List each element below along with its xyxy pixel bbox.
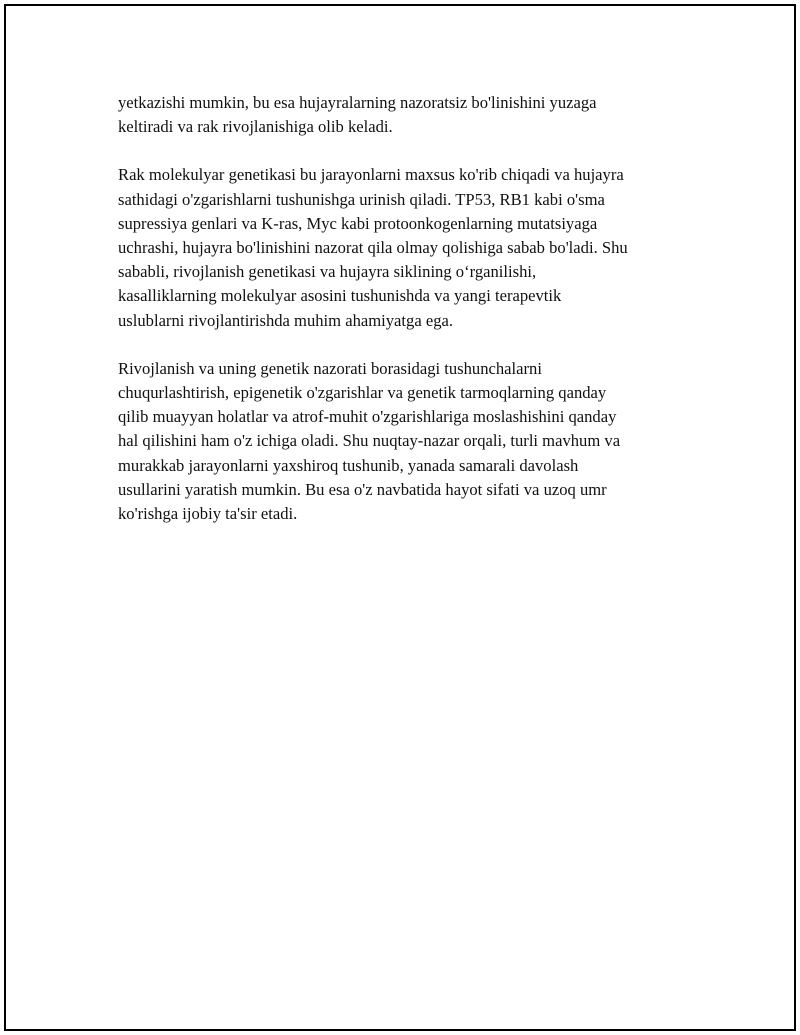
- text-line: ko'rishga ijobiy ta'sir etadi.: [118, 504, 298, 524]
- text-line: kasalliklarning molekulyar asosini tushunishda va yangi terapevtik: [118, 286, 562, 306]
- paragraph-1: [118, 91, 698, 139]
- text-line: sababli, rivojlanish genetikasi va hujayra siklining o‘rganilishi,: [118, 262, 537, 282]
- text-line: chuqurlashtirish, epigenetik o'zgarishlar va genetik tarmoqlarning qanday: [118, 383, 607, 403]
- text-line: sathidagi o'zgarishlarni tushunishga urinish qiladi. TP53, RB1 kabi o'sma: [118, 189, 605, 209]
- text-line: supressiya genlari va K-ras, Myc kabi protoonkogenlarning mutatsiyaga: [118, 213, 598, 233]
- document-body: [118, 91, 698, 550]
- text-line: Rivojlanish va uning genetik nazorati borasidagi tushunchalarni: [118, 358, 542, 378]
- text-line: murakkab jarayonlarni yaxshiroq tushunib, yanada samarali davolash: [118, 455, 579, 475]
- paragraph-3: [118, 357, 698, 526]
- text-line: uchrashi, hujayra bo'linishini nazorat qila olmay qolishiga sabab bo'ladi. Shu: [118, 238, 628, 258]
- text-line: yetkazishi mumkin, bu esa hujayralarning nazoratsiz bo'linishini yuzaga: [118, 93, 597, 112]
- text-line: Rak molekulyar genetikasi bu jarayonlarni maxsus ko'rib chiqadi va hujayra: [118, 165, 624, 185]
- text-line: uslublarni rivojlantirishda muhim ahamiyatga ega.: [118, 310, 454, 330]
- text-line: keltiradi va rak rivojlanishiga olib keladi.: [118, 117, 393, 137]
- text-line: usullarini yaratish mumkin. Bu esa o'z navbatida hayot sifati va uzoq umr: [118, 479, 607, 499]
- paragraph-2: [118, 163, 698, 332]
- text-line: qilib muayyan holatlar va atrof-muhit o'zgarishlariga moslashishini qanday: [118, 407, 617, 427]
- text-line: hal qilishini ham o'z ichiga oladi. Shu nuqtay-nazar orqali, turli mavhum va: [118, 431, 621, 451]
